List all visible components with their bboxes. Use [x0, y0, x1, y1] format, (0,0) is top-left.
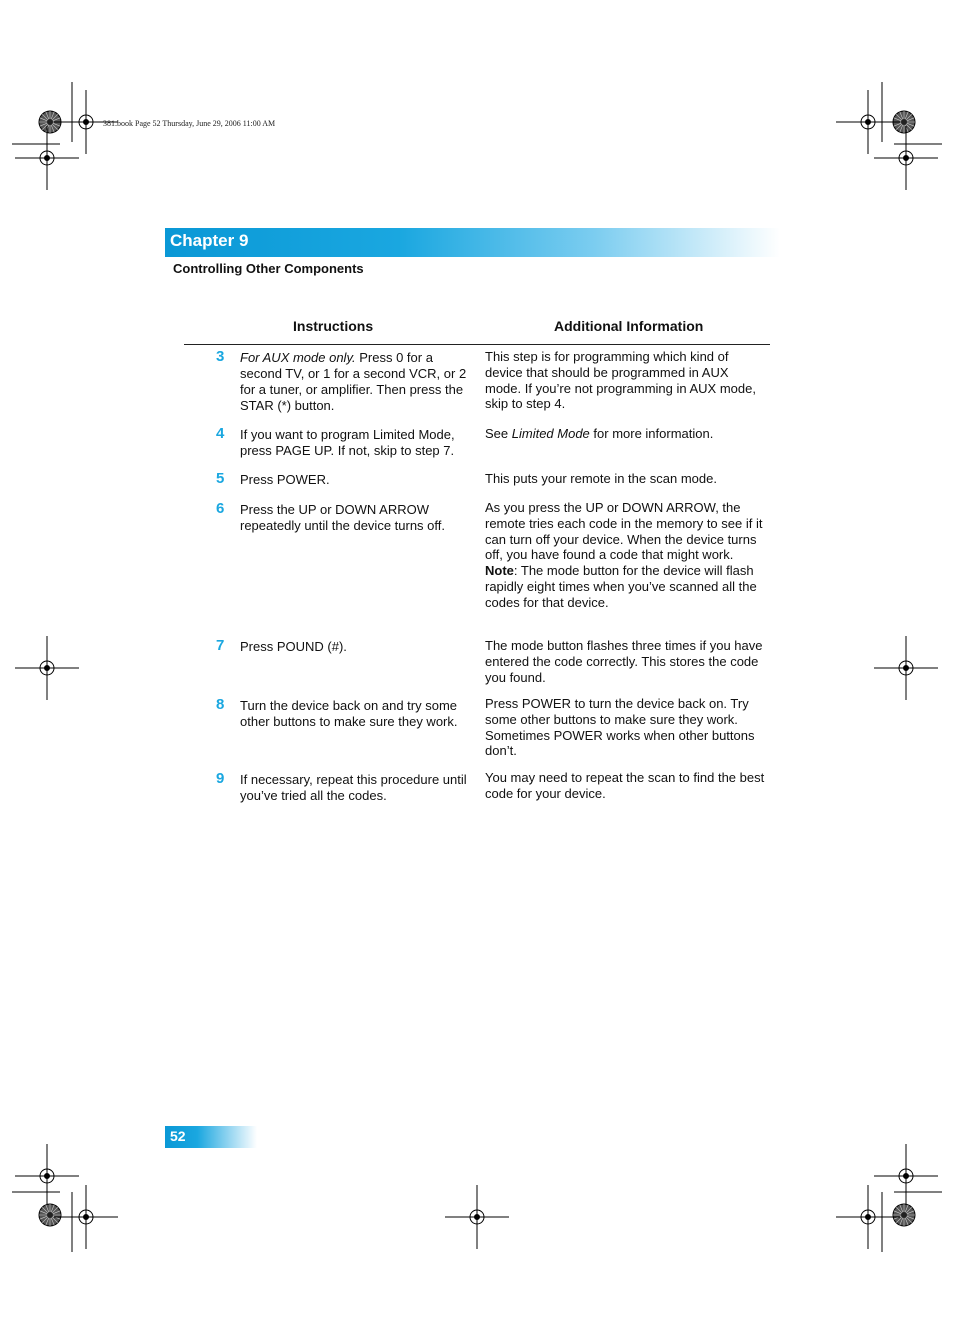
step-instruction: Press POWER. — [240, 472, 330, 487]
step-info: Press POWER to turn the device back on. Try some other buttons to make sure they work. Sometimes POWER works when other buttons don’t. — [485, 696, 755, 759]
registration-cross-icon — [836, 1185, 900, 1249]
emphasis: Limited Mode — [511, 426, 590, 441]
step-info: This step is for programming which kind of device that should be programmed in AUX mode. If you’re not programming in AUX mode, skip to step 4. — [485, 349, 756, 412]
step-number: 7 — [216, 637, 225, 654]
step-instruction: If you want to program Limited Mode, press PAGE UP. If not, skip to step 7. — [240, 427, 455, 458]
emphasis: For AUX mode only. — [240, 350, 356, 365]
print-slug: 381.book Page 52 Thursday, June 29, 2006 11:00 AM — [103, 119, 276, 128]
step-instruction: Press POUND (#). — [240, 639, 347, 654]
registration-cross-icon — [874, 126, 938, 190]
registration-cross-icon — [15, 1144, 79, 1208]
note-label: Note — [485, 563, 514, 579]
registration-rosette-icon — [893, 1204, 915, 1226]
column-header-instructions: Instructions — [293, 318, 374, 334]
step-instruction: For AUX mode only. Press 0 for a second TV, or 1 for a second VCR, or 2 for a tuner, or amplifier. Then press the STAR (*) button. — [240, 350, 467, 413]
step-instruction: If necessary, repeat this procedure until you’ve tried all the codes. — [240, 772, 467, 803]
registration-cross-icon — [54, 1185, 118, 1249]
header-divider — [184, 344, 770, 345]
registration-cross-icon — [15, 636, 79, 700]
chapter-title: Chapter 9 — [170, 231, 249, 250]
step-info: The mode button flashes three times if you have entered the code correctly. This stores the code you found. — [485, 638, 763, 685]
page-number: 52 — [170, 1128, 186, 1144]
step-info: See Limited Mode for more information. — [485, 426, 714, 441]
page-number-banner — [165, 1126, 257, 1148]
step-number: 9 — [216, 770, 225, 787]
registration-rosette-icon — [39, 1204, 61, 1226]
step-instruction: Turn the device back on and try some other buttons to make sure they work. — [240, 698, 458, 729]
registration-cross-icon — [445, 1185, 509, 1249]
chapter-banner — [165, 228, 780, 257]
step-info: This puts your remote in the scan mode. — [485, 471, 717, 486]
step-info: As you press the UP or DOWN ARROW, the remote tries each code in the memory to see if it can turn off your device. When the device turns off, you have found a code that might work. Note: The mode button for the device will flash rapidly eight times when you’ve scanned all the codes for that device. — [485, 500, 763, 610]
column-header-additional-info: Additional Information — [554, 318, 704, 334]
step-number: 3 — [216, 348, 225, 365]
registration-cross-icon — [874, 1144, 938, 1208]
registration-cross-icon — [874, 636, 938, 700]
section-title: Controlling Other Components — [173, 261, 364, 276]
step-number: 4 — [216, 425, 225, 442]
step-number: 8 — [216, 696, 225, 713]
step-info: You may need to repeat the scan to find the best code for your device. — [485, 770, 765, 801]
registration-cross-icon — [15, 126, 79, 190]
step-number: 5 — [216, 470, 225, 487]
registration-cross-icon — [836, 90, 900, 154]
step-number: 6 — [216, 500, 225, 517]
step-instruction: Press the UP or DOWN ARROW repeatedly until the device turns off. — [240, 502, 445, 533]
